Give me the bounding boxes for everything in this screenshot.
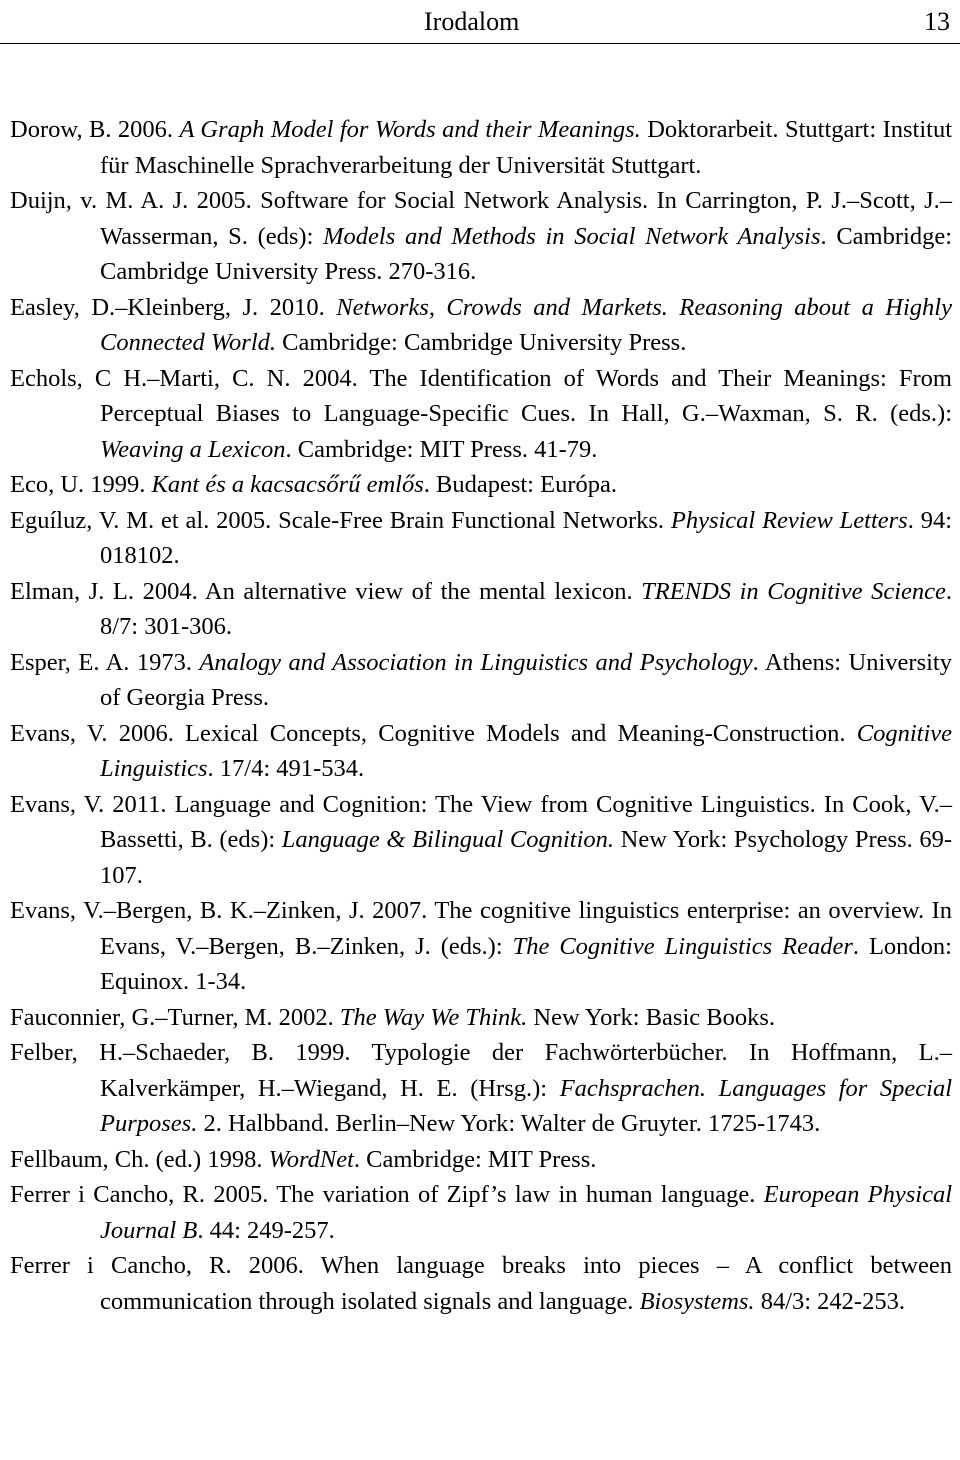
reference-text: Felber, H.–Schaeder, B. 1999. Typologie der Fachwörterbücher. In Hoffmann, L.–Kalverkämper, H.–Wiegand, H. E. (Hrsg.): [10, 1039, 952, 1102]
reference-text: Fauconnier, G.–Turner, M. 2002. [10, 1003, 340, 1031]
reference-text: . Athens: University of Georgia Press. [100, 648, 952, 711]
reference-text: Easley, D.–Kleinberg, J. 2010. [10, 293, 337, 321]
reference-text: . London: Equinox. 1-34. [100, 932, 952, 995]
reference-text: . Cambridge: MIT Press. 41-79. [285, 435, 598, 463]
reference-text: 2. Halbband. Berlin–New York: Walter de Gruyter. 1725-1743. [197, 1110, 821, 1137]
reference-text: Elman, J. L. 2004. An alternative view of the mental lexicon. [10, 577, 642, 605]
reference-text: Ferrer i Cancho, R. 2006. When language breaks into pieces – A conflict between communication through isolated signals and language. [10, 1252, 952, 1315]
reference-title-italic: Biosystems. [639, 1287, 755, 1315]
reference-title-italic: WordNet [268, 1145, 354, 1173]
reference-text: Fellbaum, Ch. (ed.) 1998. [10, 1145, 269, 1173]
reference-text: Doktorarbeit. Stuttgart: Institut für Maschinelle Sprachverarbeitung der Universität Stuttgart. [100, 116, 952, 179]
reference-title-italic: Physical Review Letters [670, 506, 908, 534]
reference-text: . 17/4: 491-534. [207, 755, 365, 782]
reference-text: 84/3: 242-253. [754, 1287, 905, 1315]
reference-text: . 94: 018102. [100, 506, 952, 569]
reference-title-italic: A Graph Model for Words and their Meanings. [179, 116, 641, 143]
reference-title-italic: The Way We Think. [339, 1003, 528, 1031]
page-header [0, 0, 960, 44]
reference-title-italic: Fachsprachen. Languages for Special Purposes. [100, 1074, 952, 1137]
reference-title-italic: TRENDS in Cognitive Science [641, 577, 946, 605]
reference-text: Evans, V. 2011. Language and Cognition: The View from Cognitive Linguistics. In Cook, V.–Bassetti, B. (eds): [10, 790, 952, 853]
reference-text: Duijn, v. M. A. J. 2005. Software for Social Network Analysis. In Carrington, P. J.–Scott, J.–Wasserman, S. (eds): [10, 187, 952, 250]
reference-text: Echols, C H.–Marti, C. N. 2004. The Identification of Words and Their Meanings: From Perceptual Biases to Language-Specific Cues. In Hall, G.–Waxman, S. R. (eds.): [10, 364, 952, 427]
reference-title-italic: The Cognitive Linguistics Reader [512, 932, 853, 960]
reference-text: . Cambridge: Cambridge University Press. 270-316. [100, 222, 953, 285]
reference-text: . Cambridge: MIT Press. [353, 1145, 597, 1173]
reference-text: . 44: 249-257. [197, 1216, 335, 1244]
reference-entry [10, 893, 952, 1000]
reference-entry [10, 574, 952, 645]
page-number: 13 [924, 7, 950, 36]
reference-title-italic: Language & Bilingual Cognition. [281, 826, 615, 853]
reference-entry [10, 467, 952, 503]
reference-title-italic: Weaving a Lexicon [100, 435, 286, 463]
reference-entry [10, 361, 952, 468]
reference-entry [10, 716, 952, 787]
reference-text: Cambridge: Cambridge University Press. [276, 329, 687, 356]
reference-title-italic: Analogy and Association in Linguistics and Psychology [199, 648, 753, 676]
reference-entry [10, 1000, 952, 1036]
reference-entry [10, 787, 952, 894]
reference-text: Eguíluz, V. M. et al. 2005. Scale-Free Brain Functional Networks. [10, 506, 671, 534]
reference-title-italic: Networks, Crowds and Markets. Reasoning about a Highly Connected World. [100, 293, 952, 356]
reference-text: New York: Basic Books. [527, 1003, 776, 1031]
reference-entry [10, 1035, 952, 1142]
reference-entry [10, 183, 952, 290]
reference-title-italic: Kant és a kacsacsőrű emlős [151, 471, 424, 498]
reference-text: . 8/7: 301-306. [100, 577, 952, 640]
reference-entry [10, 1177, 952, 1248]
reference-entry [10, 1142, 952, 1178]
reference-entry [10, 503, 952, 574]
reference-text: Dorow, B. 2006. [10, 116, 180, 143]
reference-title-italic: Cognitive Linguistics [100, 719, 952, 782]
reference-entry [10, 1248, 952, 1319]
reference-title-italic: European Physical Journal B [100, 1181, 953, 1244]
reference-entry [10, 645, 952, 716]
reference-list [10, 112, 952, 1319]
reference-text: Evans, V. 2006. Lexical Concepts, Cognitive Models and Meaning-Construction. [10, 719, 857, 747]
reference-title-italic: Models and Methods in Social Network Analysis [323, 222, 821, 250]
reference-text: . Budapest: Európa. [423, 471, 617, 498]
reference-entry [10, 290, 952, 361]
reference-entry [10, 112, 952, 183]
reference-text: Evans, V.–Bergen, B. K.–Zinken, J. 2007. The cognitive linguistics enterprise: an overview. In Evans, V.–Bergen, B.–Zinken, J. (eds.): [10, 897, 952, 960]
reference-text: Eco, U. 1999. [10, 471, 152, 498]
running-title: Irodalom [424, 7, 520, 36]
reference-text: Esper, E. A. 1973. [10, 648, 200, 676]
reference-text: New York: Psychology Press. 69-107. [100, 826, 952, 889]
reference-text: Ferrer i Cancho, R. 2005. The variation of Zipf’s law in human language. [10, 1181, 764, 1208]
